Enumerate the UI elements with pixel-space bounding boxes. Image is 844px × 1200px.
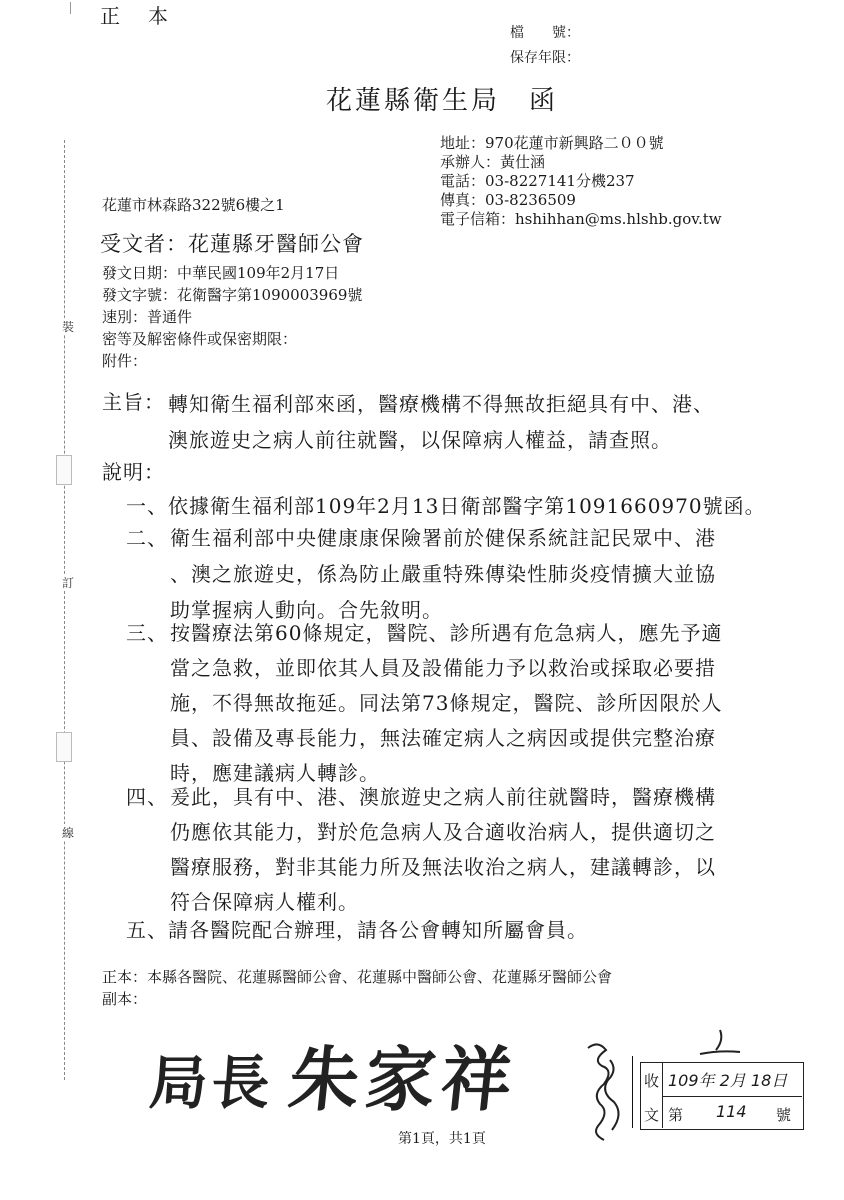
stamp-no-suffix: 號 (776, 1106, 792, 1124)
margin-tab (56, 732, 72, 762)
item-line: 施，不得無故拖延。同法第73條規定，醫院、診所因限於人 (170, 691, 723, 715)
retention-label: 保存年限： (510, 50, 580, 66)
stamp-divider (632, 1056, 633, 1128)
item-number: 四、 (126, 785, 168, 809)
cc-main: 正本：本縣各醫院、花蓮縣醫師公會、花蓮縣中醫師公會、花蓮縣牙醫師公會 (102, 968, 613, 986)
document-title: 花蓮縣衛生局 函 (326, 86, 559, 116)
stamp-number: 114 (716, 1102, 747, 1121)
item-number: 五、 (126, 918, 168, 942)
page-footer: 第1頁，共1頁 (398, 1131, 486, 1147)
handwritten-initials-icon (570, 1030, 640, 1150)
item-line: 當之急救，並即依其人員及設備能力予以救治或採取必要措 (170, 656, 716, 680)
cc-copy: 副本： (102, 990, 148, 1008)
sender-fax: 傳真：03-8236509 (440, 191, 576, 209)
file-no-label: 檔 號： (510, 25, 580, 41)
document-number: 發文字號：花衛醫字第1090003969號 (102, 286, 363, 304)
stamp-date: 109年 2月 18日 (668, 1071, 788, 1090)
item-line: 醫療服務，對非其能力所及無法收治之病人，建議轉診，以 (170, 855, 716, 879)
item-line: 爰此，具有中、港、澳旅遊史之病人前往就醫時，醫療機構 (170, 785, 716, 809)
binding-mark-1: 裝 (62, 320, 75, 334)
item-text (170, 616, 722, 791)
item-1 (126, 488, 766, 524)
item-line: 依據衛生福利部109年2月13日衛部醫字第1091660970號函。 (168, 494, 766, 518)
cc-block (102, 966, 612, 1010)
stamp-no-prefix: 第 (668, 1106, 684, 1124)
explanation-label: 說明： (102, 460, 165, 484)
sender-email: 電子信箱：hshihhan@ms.hlshb.gov.tw (440, 210, 722, 228)
stamp-doc-label: 文 (644, 1106, 660, 1124)
stamp-rule (662, 1096, 802, 1097)
item-line: 衛生福利部中央健康康保險署前於健保系統註記民眾中、港 (170, 526, 716, 550)
item-line: 助掌握病人動向。合先敘明。 (170, 598, 443, 622)
item-5 (126, 912, 588, 948)
speed-class: 速別：普通件 (102, 308, 193, 326)
recipient: 受文者：花蓮縣牙醫師公會 (100, 232, 364, 256)
sender-address: 地址：970花蓮市新興路二００號 (440, 134, 664, 152)
binding-mark-2: 訂 (62, 576, 75, 590)
meta-block (102, 262, 362, 372)
issue-date: 發文日期：中華民國109年2月17日 (102, 264, 340, 282)
item-line: 時，應建議病人轉診。 (170, 761, 380, 785)
item-line: 員、設備及專長能力，無法確定病人之病因或提供完整治療 (170, 726, 716, 750)
item-line: 仍應依其能力，對於危急病人及合適收治病人，提供適切之 (170, 820, 716, 844)
item-line: 請各醫院配合辦理，請各公會轉知所屬會員。 (168, 918, 588, 942)
sender-block (440, 134, 722, 229)
attachment: 附件： (102, 352, 148, 370)
item-number: 二、 (126, 526, 168, 550)
item-text (170, 780, 716, 920)
signature-title: 局長 (147, 1049, 277, 1117)
stamp-recv-label: 收 (644, 1072, 660, 1090)
item-text (170, 520, 716, 628)
signature-name: 朱家祥 (285, 1038, 522, 1121)
item-line: 按醫療法第60條規定，醫院、診所遇有危急病人，應先予適 (170, 621, 723, 645)
subject-line: 轉知衛生福利部來函，醫療機構不得無故拒絕具有中、港、 (168, 392, 714, 416)
item-line: 符合保障病人權利。 (170, 890, 359, 914)
sender-phone: 電話：03-8227141分機237 (440, 172, 635, 190)
subject-label: 主旨： (102, 390, 165, 414)
sender-officer: 承辦人：黃仕涵 (440, 153, 546, 171)
top-mark (70, 2, 77, 14)
item-number: 三、 (126, 621, 168, 645)
copy-label: 正 本 (100, 4, 172, 28)
subject-line: 澳旅遊史之病人前往就醫，以保障病人權益，請查照。 (168, 428, 672, 452)
subject-text (168, 386, 714, 458)
margin-tab (56, 455, 72, 485)
recipient-address: 花蓮市林森路322號6樓之1 (102, 196, 285, 214)
item-number: 一、 (126, 494, 168, 518)
security-class: 密等及解密條件或保密期限： (102, 330, 298, 348)
item-line: 、澳之旅遊史，係為防止嚴重特殊傳染性肺炎疫情擴大並協 (170, 562, 716, 586)
binding-mark-3: 線 (62, 826, 75, 840)
handwritten-check-icon (690, 1024, 760, 1064)
stamp-rule (662, 1062, 663, 1128)
binding-line (64, 140, 66, 1080)
